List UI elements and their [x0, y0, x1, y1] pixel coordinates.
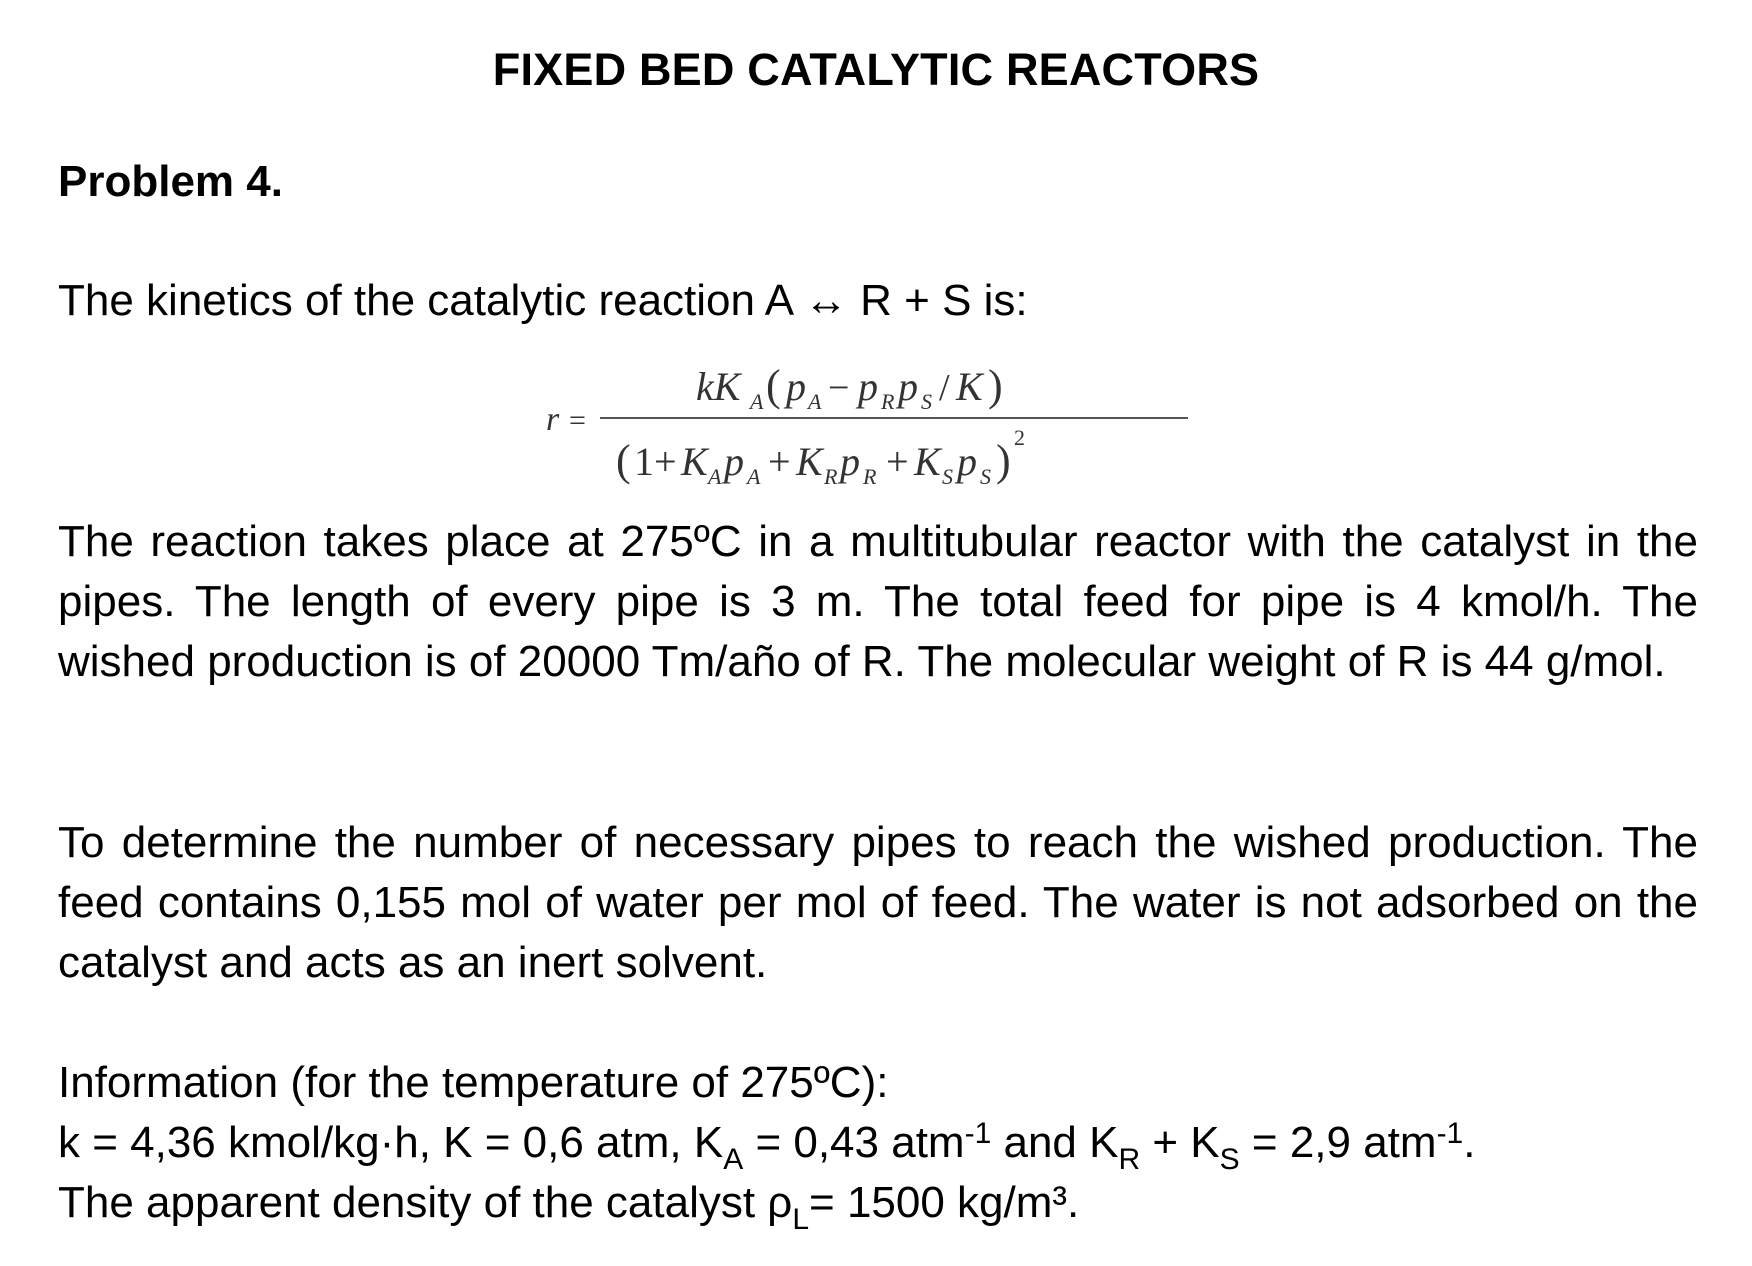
svg-text:R: R	[881, 389, 895, 414]
svg-text:S: S	[980, 464, 991, 489]
formula-lhs: r	[546, 401, 560, 438]
svg-text:p: p	[786, 364, 806, 409]
svg-text:K: K	[914, 439, 941, 484]
svg-text:+: +	[886, 439, 909, 484]
svg-text:): )	[996, 436, 1011, 485]
svg-text:R: R	[863, 464, 877, 489]
svg-text:K: K	[681, 439, 708, 484]
svg-text:kK: kK	[696, 364, 741, 409]
rate-equation	[536, 345, 1196, 505]
svg-text:): )	[988, 361, 1003, 410]
document-title: FIXED BED CATALYTIC REACTORS	[492, 44, 1260, 95]
svg-text:A: A	[708, 464, 722, 489]
svg-text:p: p	[858, 364, 878, 409]
formula-numerator	[696, 361, 1003, 414]
svg-text:R: R	[824, 464, 838, 489]
formula-exponent: 2	[1014, 425, 1025, 450]
formula-denominator	[616, 425, 1025, 489]
svg-text:p: p	[957, 439, 977, 484]
svg-text:A: A	[747, 464, 761, 489]
svg-text:/: /	[939, 367, 950, 409]
svg-text:(: (	[766, 361, 781, 410]
problem-heading: Problem 4.	[58, 157, 283, 206]
svg-text:p: p	[724, 439, 744, 484]
svg-text:−: −	[828, 367, 850, 409]
density-line: The apparent density of the catalyst $\rho_L= 1500$ kg/m³.	[58, 1178, 1080, 1236]
svg-text:p: p	[898, 364, 918, 409]
information-block	[58, 1053, 1476, 1236]
svg-text:p: p	[840, 439, 860, 484]
svg-text:+: +	[768, 439, 791, 484]
svg-text:K: K	[956, 364, 983, 409]
svg-text:S: S	[942, 464, 953, 489]
formula-equals: =	[569, 404, 586, 437]
svg-text:(: (	[616, 436, 631, 485]
svg-text:A: A	[808, 389, 822, 414]
problem-paragraph-2: To determine the number of necessary pipes to reach the wished production. The feed contains 0,155 mol of water per mol of feed. The water is not adsorbed on the catalyst and acts as an inert solvent.	[58, 818, 1698, 987]
svg-text:1+: 1+	[634, 439, 677, 484]
svg-text:K: K	[796, 439, 823, 484]
svg-text:A: A	[750, 389, 764, 414]
reaction-intro: The kinetics of the catalytic reaction A ↔ R + S is:	[58, 276, 1028, 325]
constants-line: k = 4,36 kmol/kg·h, K = 0,6 atm, $K_A = 0,43$ atm$^{-1}$ and $K_R + K_S = 2,9$ atm$^{-1}$.	[58, 1117, 1476, 1176]
problem-paragraph-1: The reaction takes place at 275ºC in a multitubular reactor with the catalyst in the pipes. The length of every pipe is 3 m. The total feed for pipe is 4 kmol/h. The wished production is of 20000 Tm/año of R. The molecular weight of R is 44 g/mol.	[58, 517, 1698, 686]
svg-text:S: S	[921, 389, 932, 414]
information-heading: Information (for the temperature of 275ºC):	[58, 1058, 889, 1107]
